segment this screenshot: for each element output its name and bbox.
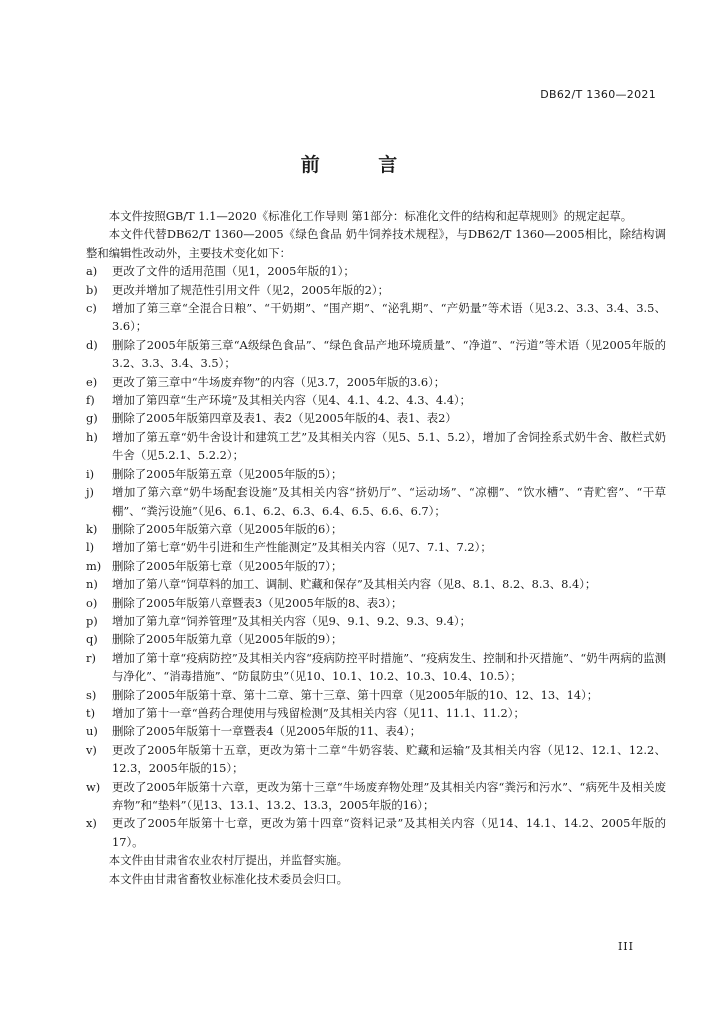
list-item-label: b) [86, 282, 98, 297]
list-item-label: e) [86, 374, 98, 389]
list-item [86, 612, 666, 630]
list-item [86, 649, 666, 686]
list-item-label: c) [86, 301, 97, 316]
changes-list [86, 262, 666, 851]
list-item [86, 428, 666, 465]
list-item-label: j) [86, 485, 94, 500]
list-item-text: 增加了第三章“全混合日粮”、“干奶期”、“围产期”、“泌乳期”、“产奶量”等术语（见3.2、3.3、3.4、3.5、3.6）； [112, 301, 666, 334]
list-item-text: 更改了2005年版第十五章，更改为第十二章“牛奶容装、贮藏和运输”及其相关内容（见12、12.1、12.2、12.3，2005年版的15）； [112, 742, 666, 776]
list-item-label: i) [86, 466, 95, 481]
list-item [86, 409, 666, 427]
list-item [86, 686, 666, 704]
list-item-text: 增加了第八章“饲草料的加工、调制、贮藏和保存”及其相关内容（见8、8.1、8.2、8.3、8.4）； [112, 577, 597, 592]
list-item [86, 538, 666, 556]
list-item-label: u) [86, 724, 98, 739]
list-item-text: 更改了2005年版第十七章，更改为第十四章“资料记录”及其相关内容（见14、14.1、14.2、2005年版的17）。 [112, 816, 666, 849]
list-item-text: 删除了2005年版第六章（见2005年版的6）； [112, 521, 343, 536]
list-item [86, 594, 666, 612]
list-item-text: 删除了2005年版第四章及表1、表2（见2005年版的4、表1、表2） [112, 411, 457, 426]
list-item [86, 391, 666, 409]
list-item-text: 删除了2005年版第十一章暨表4（见2005年版的11、表4）； [112, 724, 422, 739]
list-item-label: w) [86, 779, 101, 794]
list-item-label: l) [86, 540, 95, 555]
list-item-text: 更改了文件的适用范围（见1，2005年版的1）； [112, 264, 355, 279]
list-item-label: d) [86, 337, 98, 352]
custodian-statement: 本文件由甘肃省畜牧业标准化技术委员会归口。 [108, 871, 349, 886]
list-item [86, 814, 666, 851]
list-item-label: a) [86, 264, 98, 279]
list-item-text: 删除了2005年版第八章暨表3（见2005年版的8、表3）； [112, 595, 403, 610]
list-item [86, 281, 666, 299]
list-item-label: o) [86, 595, 98, 610]
list-item-text: 删除了2005年版第三章“A级绿色食品”、“绿色食品产地环境质量”、“净道”、“污道”等术语（见2005年版的3.2、3.3、3.4、3.5）； [112, 337, 666, 371]
list-item [86, 630, 666, 648]
list-item [86, 575, 666, 593]
list-item-label: h) [86, 429, 98, 444]
list-item-text: 更改并增加了规范性引用文件（见2，2005年版的2）； [112, 282, 389, 297]
document-body [86, 207, 666, 888]
list-item-text: 删除了2005年版第九章（见2005年版的9）； [112, 632, 343, 647]
list-item-text: 删除了2005年版第五章（见2005年版的5）； [112, 466, 343, 481]
intro-paragraph: 本文件按照GB/T 1.1—2020《标准化工作导则 第1部分：标准化文件的结构和起草规则》的规定起草。 [108, 209, 633, 223]
list-item [86, 299, 666, 336]
page-title: 前 言 [300, 154, 424, 176]
list-item [86, 262, 666, 280]
proposer-statement: 本文件由甘肃省农业农村厅提出，并监督实施。 [108, 853, 349, 868]
list-item [86, 336, 666, 373]
list-item [86, 741, 666, 778]
list-item-label: x) [86, 816, 97, 831]
list-item-text: 删除了2005年版第七章（见2005年版的7）； [112, 558, 343, 573]
list-item [86, 465, 666, 483]
list-item-label: r) [86, 650, 96, 665]
list-item-label: t) [86, 705, 96, 720]
list-item-label: s) [86, 687, 97, 702]
list-item [86, 778, 666, 815]
intro-paragraph: 本文件代替DB62/T 1360—2005《绿色食品 奶牛饲养技术规程》，与DB62/T 1360—2005相比，除结构调整和编辑性改动外，主要技术变化如下： [86, 227, 666, 260]
list-item-text: 增加了第六章“奶牛场配套设施”及其相关内容“挤奶厅”、“运动场”、“凉棚”、“饮水槽”、“青贮窖”、“干草棚”、“粪污设施”（见6、6.1、6.2、6.3、6.4、6.5、6.6、6.7）； [112, 485, 666, 518]
page-number: III [617, 940, 634, 953]
list-item-label: p) [86, 613, 98, 628]
list-item-text: 增加了第十一章“兽药合理使用与残留检测”及其相关内容（见11、11.1、11.2）； [112, 705, 525, 720]
list-item-label: v) [86, 742, 97, 757]
list-item-label: f) [86, 393, 95, 408]
list-item-text: 更改了2005年版第十六章，更改为第十三章“牛场废弃物处理”及其相关内容“粪污和污水”、“病死牛及相关废弃物”和“垫料”（见13、13.1、13.2、13.3，2005年版的16）； [112, 779, 666, 812]
list-item [86, 722, 666, 740]
list-item [86, 373, 666, 391]
list-item-text: 增加了第七章“奶牛引进和生产性能测定”及其相关内容（见7、7.1、7.2）； [112, 540, 492, 555]
standard-code: DB62/T 1360—2021 [540, 88, 656, 101]
list-item [86, 704, 666, 722]
list-item [86, 483, 666, 520]
list-item [86, 520, 666, 538]
list-item-label: k) [86, 521, 98, 536]
list-item-label: n) [86, 577, 98, 592]
list-item-label: m) [86, 558, 102, 573]
list-item-label: q) [86, 632, 98, 647]
list-item-text: 增加了第十章“疫病防控”及其相关内容“疫病防控平时措施”、“疫病发生、控制和扑灭措施”、“奶牛两病的监测与净化”、“消毒措施”、“防鼠防虫”（见10、10.1、10.2、10.3、10.4、10.5）； [112, 650, 666, 684]
list-item [86, 557, 666, 575]
list-item-text: 增加了第九章“饲养管理”及其相关内容（见9、9.1、9.2、9.3、9.4）； [112, 613, 472, 628]
list-item-text: 更改了第三章中“牛场废弃物”的内容（见3.7，2005年版的3.6）； [112, 374, 446, 389]
list-item-text: 增加了第四章“生产环境”及其相关内容（见4、4.1、4.2、4.3、4.4）； [112, 393, 472, 408]
list-item-text: 增加了第五章“奶牛舍设计和建筑工艺”及其相关内容（见5、5.1、5.2），增加了舍饲拴系式奶牛舍、散栏式奶牛舍（见5.2.1、5.2.2）； [112, 429, 666, 463]
list-item-text: 删除了2005年版第十章、第十二章、第十三章、第十四章（见2005年版的10、12、13、14）； [112, 687, 599, 702]
list-item-label: g) [86, 411, 98, 426]
